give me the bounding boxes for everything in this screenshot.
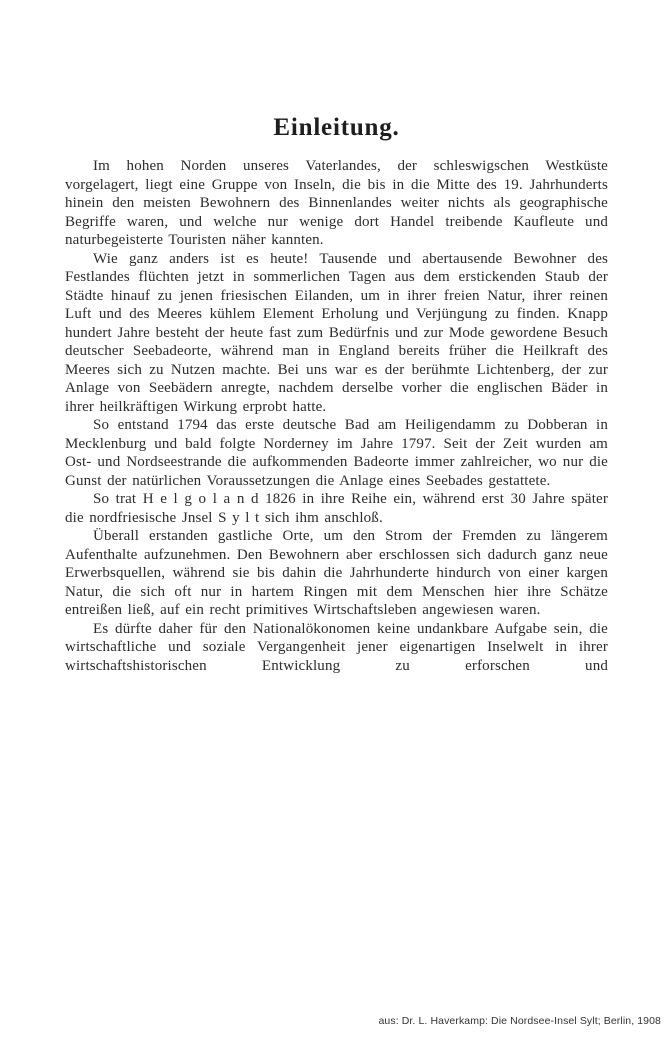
- paragraph: Es dürfte daher für den Nationalökonomen keine undankbare Aufgabe sein, die wirtschaftliche und soziale Vergangenheit jener eigenartigen Inselwelt in ihrer wirtschaftshistorischen Entwicklung zu erforschen und: [65, 620, 608, 674]
- source-attribution: aus: Dr. L. Haverkamp: Die Nordsee-Insel Sylt; Berlin, 1908: [378, 1015, 661, 1027]
- page-title: Einleitung.: [273, 114, 400, 141]
- paragraph: Wie ganz anders ist es heute! Tausende und abertausende Bewohner des Festlandes flüchten jetzt in sommerlichen Tagen aus dem erstickenden Staub der Städte hinauf zu jenen friesischen Eilanden, um in ihrer freien Natur, ihrer reinen Luft und des Meeres kühlem Element Erholung und Verjüngung zu finden. Knapp hundert Jahre besteht der heute fast zum Bedürfnis und zur Mode gewordene Besuch deutscher Seebadeorte, während man in England bereits früher die Heilkraft des Meeres sich zu Nutzen machte. Bei uns war es der berühmte Lichtenberg, der zur Anlage von Seebädern anregte, nachdem derselbe vorher die englischen Bäder in ihrer heilkräftigen Wirkung erprobt hatte.: [65, 250, 608, 415]
- paragraph: So trat H e l g o l a n d 1826 in ihre Reihe ein, während erst 30 Jahre später die nordfriesische Jnsel S y l t sich ihm anschloß.: [65, 491, 608, 526]
- paragraph: So entstand 1794 das erste deutsche Bad am Heiligendamm zu Dobberan in Mecklenburg und bald folgte Norderney im Jahre 1797. Seit der Zeit wurden am Ost- und Nordseestrande die aufkommenden Badeorte immer zahlreicher, wo nur die Gunst der natürlichen Voraussetzungen die Anlage eines Seebades gestattete.: [65, 417, 608, 489]
- body-text-block: [65, 157, 608, 675]
- paragraph: Überall erstanden gastliche Orte, um den Strom der Fremden zu längerem Aufenthalte aufzunehmen. Den Bewohnern aber erschlossen sich dadurch ganz neue Erwerbsquellen, während sie bis dahin die Jahrhunderte hindurch von einer kargen Natur, die sich oft nur in hartem Ringen mit dem Menschen hier ihre Schätze entreißen ließ, auf ein recht primitives Wirtschaftsleben angewiesen waren.: [65, 528, 608, 618]
- paragraph: Im hohen Norden unseres Vaterlandes, der schleswigschen Westküste vorgelagert, liegt eine Gruppe von Inseln, die bis in die Mitte des 19. Jahrhunderts hinein den meisten Bewohnern des Binnenlandes weiter nichts als geographische Begriffe waren, und welche nur wenige dort Handel treibende Kaufleute und naturbegeisterte Touristen näher kannten.: [65, 158, 608, 248]
